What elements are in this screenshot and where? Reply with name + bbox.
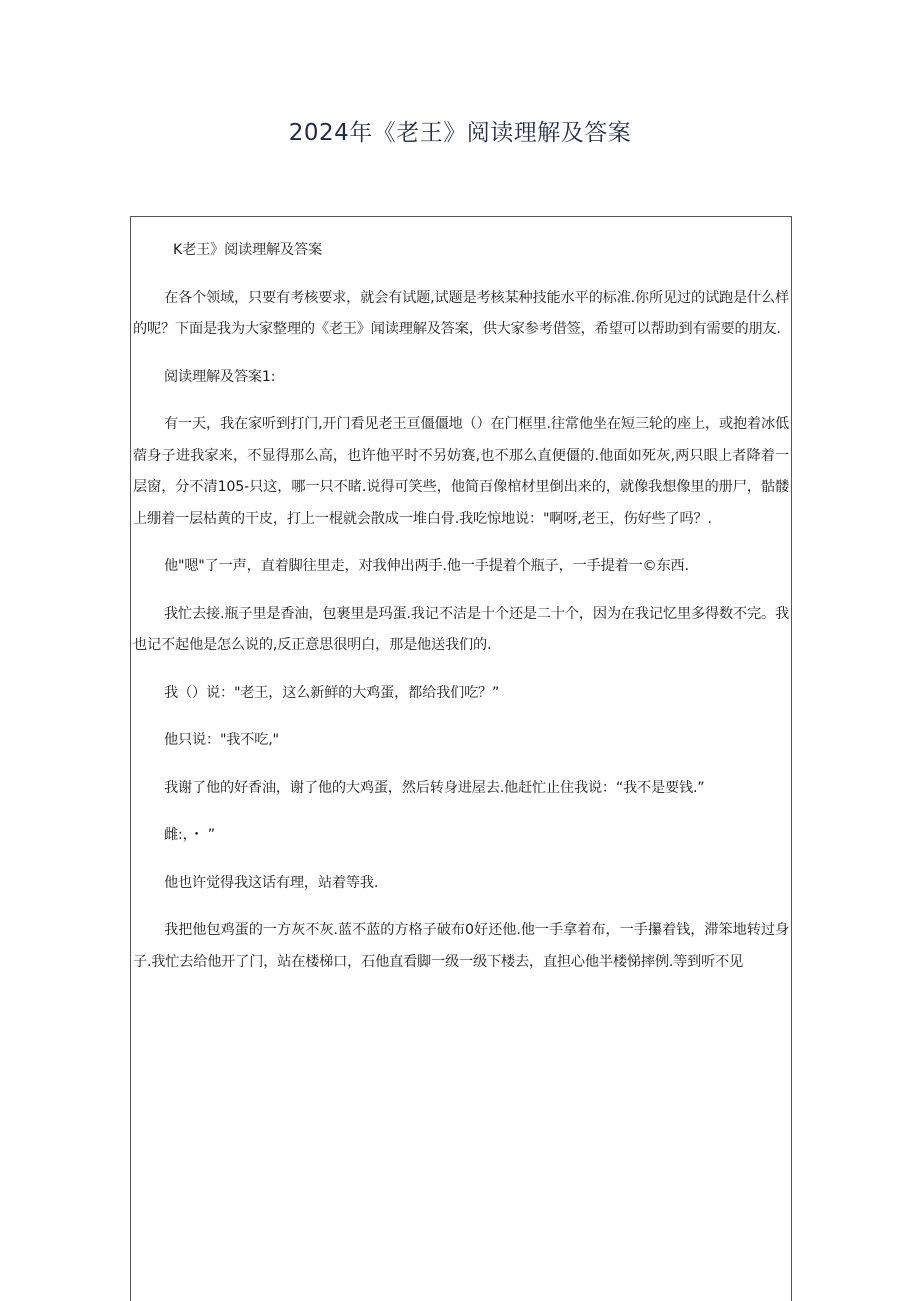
section-heading: 阅读理解及答案1:: [164, 368, 276, 385]
body-paragraph: 我忙去接.瓶子里是香油，包裹里是玛蛋.我记不洁是十个还是二十个，因为在我记忆里多得数不完。我也记不起他是怎么说的,反正意思很明白，那是他送我们的.: [133, 605, 789, 653]
document-title: 2024年《老王》阅读理解及答案: [288, 120, 632, 146]
body-paragraph: 有一天，我在家听到打门,开门看见老王亘僵僵地（）在门框里.往常他坐在短三轮的座上，或抱着冰低蓿身子进我家来，不显得那么高，也许他平时不另妨赛,也不那么直便僵的.他面如死灰,两只眼上者降着一层窗，分不清105-只这，哪一只不睹.说得可笑些，他简百像棺材里倒出来的，就像我想像里的册尸，骷髅上绷着一层枯黄的干皮，打上一棍就会散成一堆白骨.我吃惊地说："啊呀,老王，伤好些了吗？.: [133, 416, 789, 527]
body-paragraph: 我把他包鸡蛋的一方灰不灰.蓝不蓝的方格子破布0好还他.他一手拿着布，一手攥着钱，滞笨地转过身子.我忙去给他开了门，站在楼梯口，石他直看脚一级一级下楼去，直担心他半楼悌摔例.等到听不见: [133, 922, 789, 970]
intro-paragraph: 在各个领域，只要有考核要求，就会有试题,试题是考核某种技能水平的标准.你所见过的试跑是什么样的呢？下面是我为大家整理的《老王》闻读理解及答案，供大家参考借签，希望可以帮助到有需要的朋友.: [133, 289, 789, 337]
body-paragraph: 他也许觉得我这话有理，站着等我.: [164, 874, 379, 891]
body-paragraph: 他只说："我不吃,": [164, 732, 279, 748]
body-paragraph: 雌:，・ ”: [164, 827, 215, 843]
content-frame: [130, 216, 792, 1301]
article-body: [133, 235, 789, 994]
article-subtitle: K老王》阅读理解及答案: [173, 242, 322, 258]
body-paragraph: 他"嗯"了一声，直着脚往里走，对我伸出两手.他一手提着个瓶子，一手提着一©东西.: [164, 558, 689, 574]
body-paragraph: 我谢了他的好香油，谢了他的大鸡蛋，然后转身进屋去.他赶忙止住我说：“我不是要钱.”: [164, 779, 705, 796]
body-paragraph: 我（）说："老王，这么新鲜的大鸡蛋，都给我们吃？”: [164, 684, 500, 701]
